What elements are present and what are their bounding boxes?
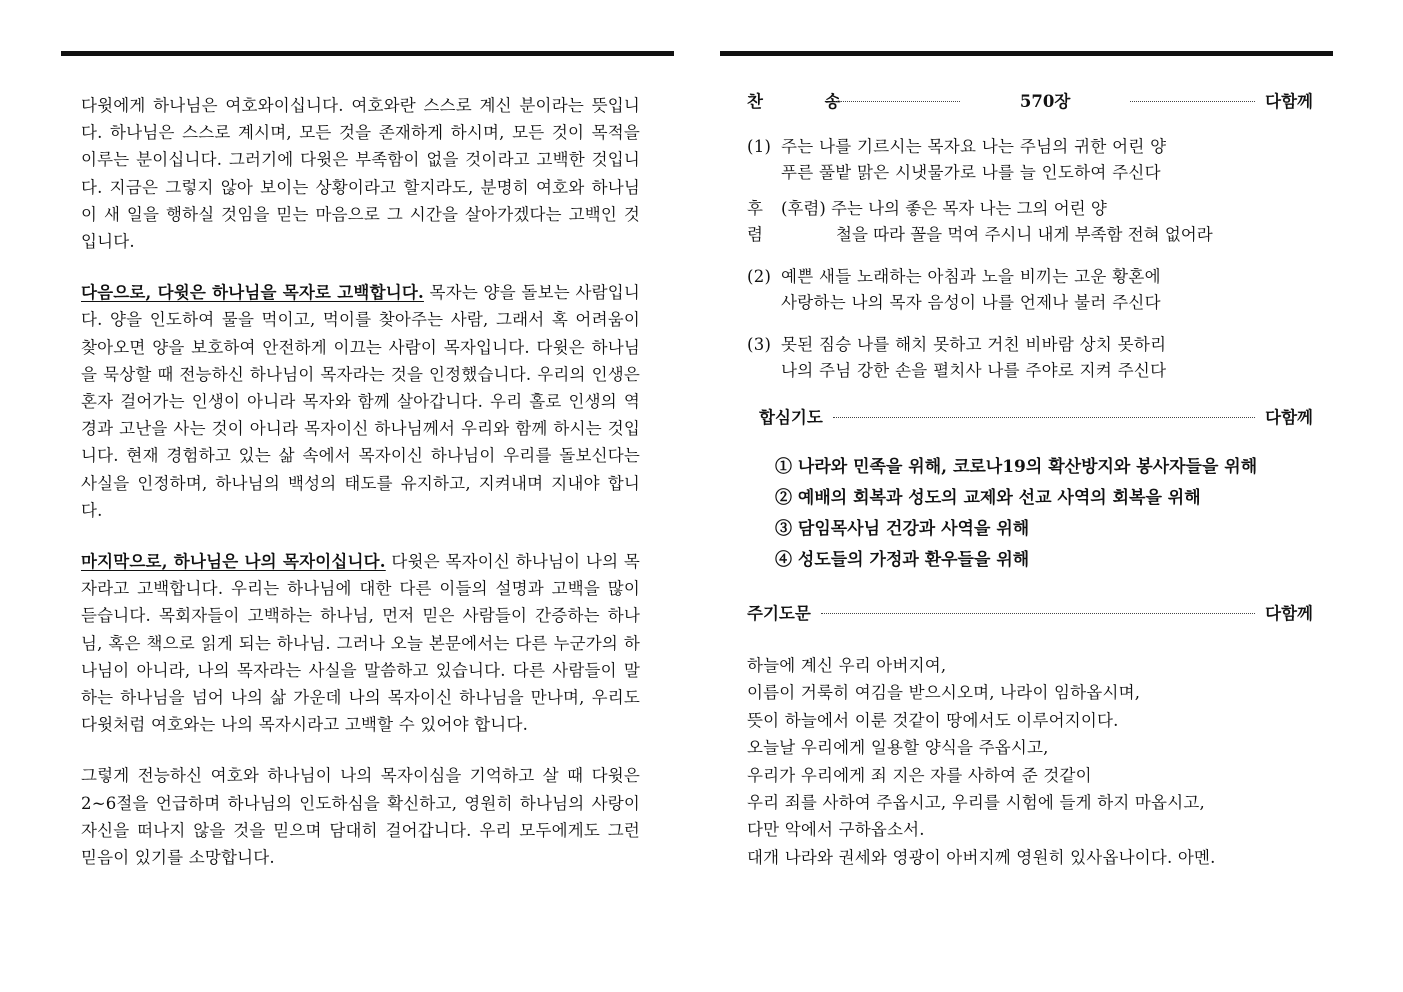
prayer-item: ② 예배의 회복과 성도의 교제와 선교 사역의 회복을 위해 <box>775 488 1201 508</box>
refrain-side-label: 렴 <box>747 225 763 244</box>
paragraph-2-heading: 다음으로, 다윗은 하나님을 목자로 고백합니다. <box>81 283 424 303</box>
lords-prayer-participants: 다함께 <box>1265 604 1313 623</box>
verse-number: (2) <box>747 267 772 286</box>
sermon-column <box>72 92 640 895</box>
lords-prayer-line: 우리 죄를 사하여 주옵시고, 우리를 시험에 들게 하지 마옵시고, <box>747 793 1205 813</box>
hymn-label: 찬 송 <box>747 92 869 111</box>
lords-prayer-line: 오늘날 우리에게 일용할 양식을 주옵시고, <box>747 738 1049 758</box>
paragraph-2-body: 목자는 양을 돌보는 사람입니다. 양을 인도하여 물을 먹이고, 먹이를 찾아주는 사람, 그래서 혹 어려움이 찾아오면 양을 보호하여 안전하게 이끄는 사람이 목자입니다. 다윗은 하나님을 묵상할 때 전능하신 하나님이 목자라는 것을 인정했습니다. 우리의 인생은 혼자 걸어가는 인생이 아니라 목자와 함께 살아갑니다. 우리 홀로 인생의 역경과 고난을 사는 것이 아니라 목자이신 하나님께서 우리와 함께 하시는 것입니다. 현재 경험하고 있는 삶 속에서 목자이신 하나님이 우리를 돌보신다는 사실을 인정하며, 하나님의 백성의 태도를 유지하고, 지켜내며 지내야 합니다. <box>81 283 641 520</box>
lords-prayer-line: 이름이 거룩히 여김을 받으시오며, 나라이 임하옵시며, <box>747 683 1141 703</box>
sermon-paragraph-1: 다윗에게 하나님은 여호와이십니다. 여호와란 스스로 계신 분이라는 뜻입니다. 하나님은 스스로 계시며, 모든 것을 존재하게 하시며, 모든 것이 목적을 이루는 분이십니다. 그러기에 다윗은 부족함이 없을 것이라고 고백한 것입니다. 지금은 그렇지 않아 보이는 상황이라고 할지라도, 분명히 여호와 하나님이 새 일을 행하실 것임을 믿는 마음으로 그 시간을 살아가겠다는 고백인 것입니다. <box>81 96 640 252</box>
worship-order-column <box>747 86 1313 871</box>
dotted-leader <box>1130 101 1255 102</box>
lords-prayer-line: 뜻이 하늘에서 이룬 것같이 땅에서도 이루어지이다. <box>747 710 1119 730</box>
paragraph-3-heading: 마지막으로, 하나님은 나의 목자이십니다. <box>81 552 386 572</box>
prayer-label: 합심기도 <box>759 408 823 427</box>
verse-line: 주는 나를 기르시는 목자요 나는 주님의 귀한 어린 양 <box>781 137 1167 156</box>
prayer-header <box>747 402 1313 430</box>
verse-line: 사랑하는 나의 목자 음성이 나를 언제나 불러 주신다 <box>781 293 1161 312</box>
dotted-leader <box>821 613 1255 614</box>
hymn-verse-1 <box>747 134 1313 186</box>
dotted-leader <box>835 101 960 102</box>
lords-prayer-line: 다만 악에서 구하옵소서. <box>747 820 925 840</box>
refrain-side-label: 후 <box>747 199 763 218</box>
lords-prayer-text <box>747 652 1313 871</box>
prayer-list <box>775 452 1313 576</box>
verse-line: 예쁜 새들 노래하는 아침과 노을 비끼는 고운 황혼에 <box>781 267 1161 286</box>
hymn-verse-2 <box>747 264 1313 316</box>
verse-line: 못된 짐승 나를 해치 못하고 거친 비바람 상치 못하리 <box>781 335 1167 354</box>
left-top-rule <box>61 51 674 56</box>
hymn-verse-3 <box>747 332 1313 384</box>
dotted-leader <box>833 417 1255 418</box>
paragraph-3-body: 다윗은 목자이신 하나님이 나의 목자라고 고백합니다. 우리는 하나님에 대한 다른 이들의 설명과 고백을 많이 듣습니다. 목회자들이 고백하는 하나님, 먼저 믿은 사람들이 간증하는 하나님, 혹은 책으로 읽게 되는 하나님. 그러나 오늘 본문에서는 다른 누군가의 하나님이 아니라, 나의 목자라는 사실을 말씀하고 있습니다. 다른 사람들이 말하는 하나님을 넘어 나의 삶 가운데 나의 목자이신 하나님을 만나며, 우리도 다윗처럼 여호와는 나의 목자시라고 고백할 수 있어야 합니다. <box>81 552 641 735</box>
lords-prayer-line: 우리가 우리에게 죄 지은 자를 사하여 준 것같이 <box>747 765 1092 785</box>
right-top-rule <box>720 51 1333 56</box>
lords-prayer-header <box>747 598 1313 626</box>
verse-line: 푸른 풀밭 맑은 시냇물가로 나를 늘 인도하여 주신다 <box>781 163 1161 182</box>
lords-prayer-line: 하늘에 계신 우리 아버지여, <box>747 656 947 675</box>
hymn-refrain <box>747 196 1313 248</box>
prayer-participants: 다함께 <box>1265 408 1313 427</box>
sermon-paragraph-4: 그렇게 전능하신 여호와 하나님이 나의 목자이심을 기억하고 살 때 다윗은 2~6절을 언급하며 하나님의 인도하심을 확신하고, 영원히 하나님의 사랑이 자신을 떠나지 않을 것을 믿으며 담대히 걸어갑니다. 우리 모두에게도 그런 믿음이 있기를 소망합니다. <box>81 766 640 868</box>
hymn-participants: 다함께 <box>1265 92 1313 111</box>
verse-number: (3) <box>747 335 772 354</box>
lords-prayer-label: 주기도문 <box>747 604 811 623</box>
refrain-line: (후렴) 주는 나의 좋은 목자 나는 그의 어린 양 <box>781 199 1107 218</box>
prayer-item: ③ 담임목사님 건강과 사역을 위해 <box>775 519 1030 539</box>
refrain-line: 철을 따라 꼴을 먹여 주시니 내게 부족함 전혀 없어라 <box>836 225 1213 244</box>
lords-prayer-line: 대개 나라와 권세와 영광이 아버지께 영원히 있사옵나이다. 아멘. <box>747 847 1216 867</box>
prayer-item: ④ 성도들의 가정과 환우들을 위해 <box>775 550 1030 570</box>
hymn-header <box>747 86 1313 114</box>
verse-line: 나의 주님 강한 손을 펼치사 나를 주야로 지켜 주신다 <box>781 361 1167 380</box>
sermon-paragraph-3 <box>72 548 640 738</box>
verse-number: (1) <box>747 137 772 156</box>
prayer-item: ① 나라와 민족을 위해, 코로나19의 확산방지와 봉사자들을 위해 <box>775 457 1258 477</box>
hymn-number: 570장 <box>1019 92 1071 111</box>
sermon-paragraph-2 <box>72 279 640 524</box>
